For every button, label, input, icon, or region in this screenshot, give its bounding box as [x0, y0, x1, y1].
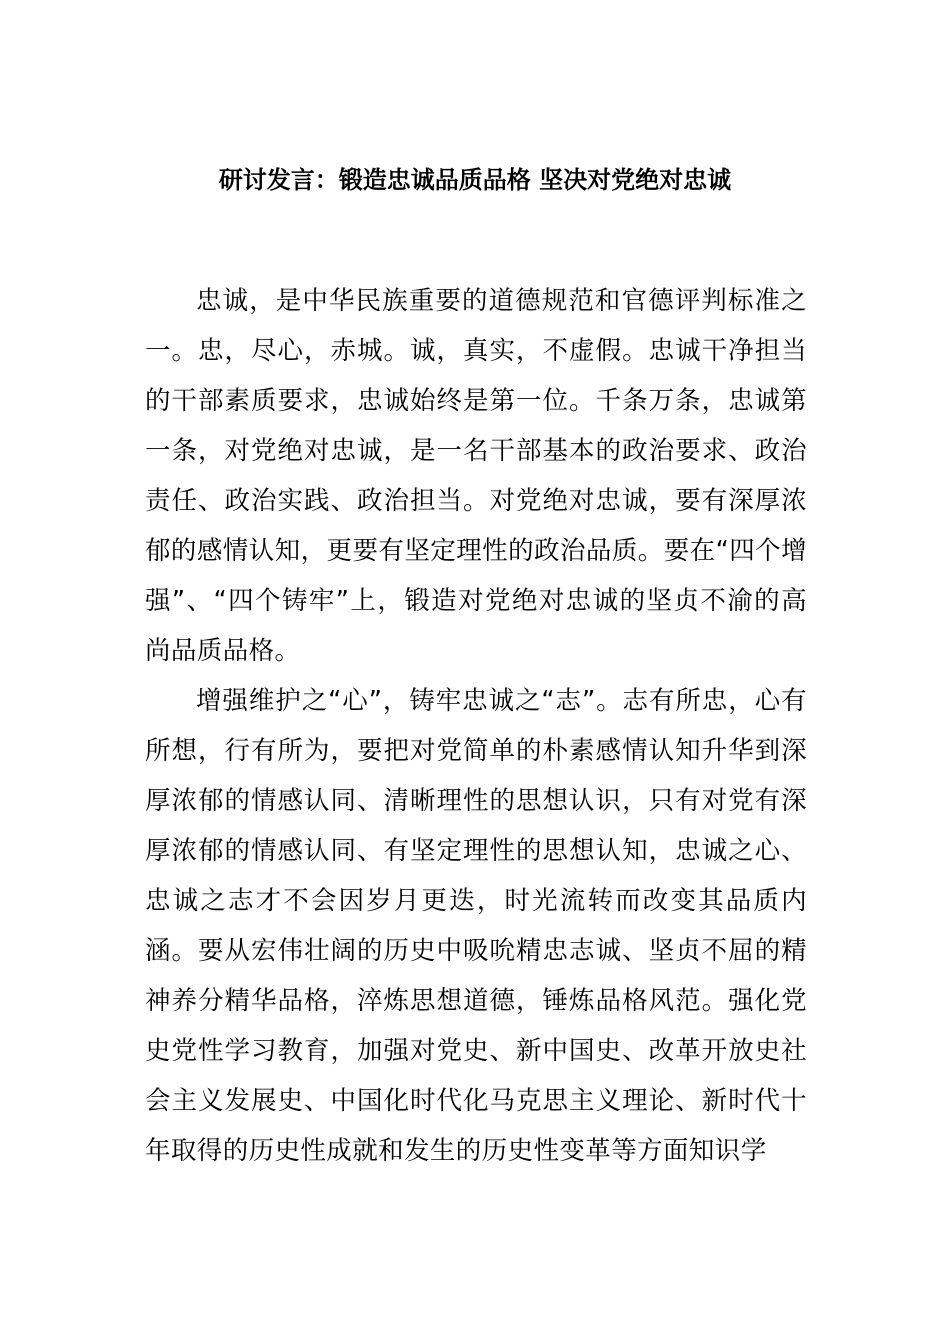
document-title: 研讨发言：锻造忠诚品质品格 坚决对党绝对忠诚 [218, 166, 732, 194]
document-body [145, 276, 807, 1176]
paragraph-1: 忠诚，是中华民族重要的道德规范和官德评判标准之一。忠，尽心，赤城。诚，真实，不虚假。忠诚干净担当的干部素质要求，忠诚始终是第一位。千条万条，忠诚第一条，对党绝对忠诚，是一名干部基本的政治要求、政治责任、政治实践、政治担当。对党绝对忠诚，要有深厚浓郁的感情认知，更要有坚定理性的政治品质。要在“四个增强”、“四个铸牢”上，锻造对党绝对忠诚的坚贞不渝的高尚品质品格。 [145, 286, 807, 666]
paragraph-2: 增强维护之“心”，铸牢忠诚之“志”。志有所忠，心有所想，行有所为，要把对党简单的朴素感情认知升华到深厚浓郁的情感认同、清晰理性的思想认识，只有对党有深厚浓郁的情感认同、有坚定理性的思想认知，忠诚之心、忠诚之志才不会因岁月更迭，时光流转而改变其品质内涵。要从宏伟壮阔的历史中吸吮精忠志诚、坚贞不屈的精神养分精华品格，淬炼思想道德，锤炼品格风范。强化党史党性学习教育，加强对党史、新中国史、改革开放史社会主义发展史、中国化时代化马克思主义理论、新时代十年取得的历史性成就和发生的历史性变革等方面知识学 [145, 686, 807, 1166]
